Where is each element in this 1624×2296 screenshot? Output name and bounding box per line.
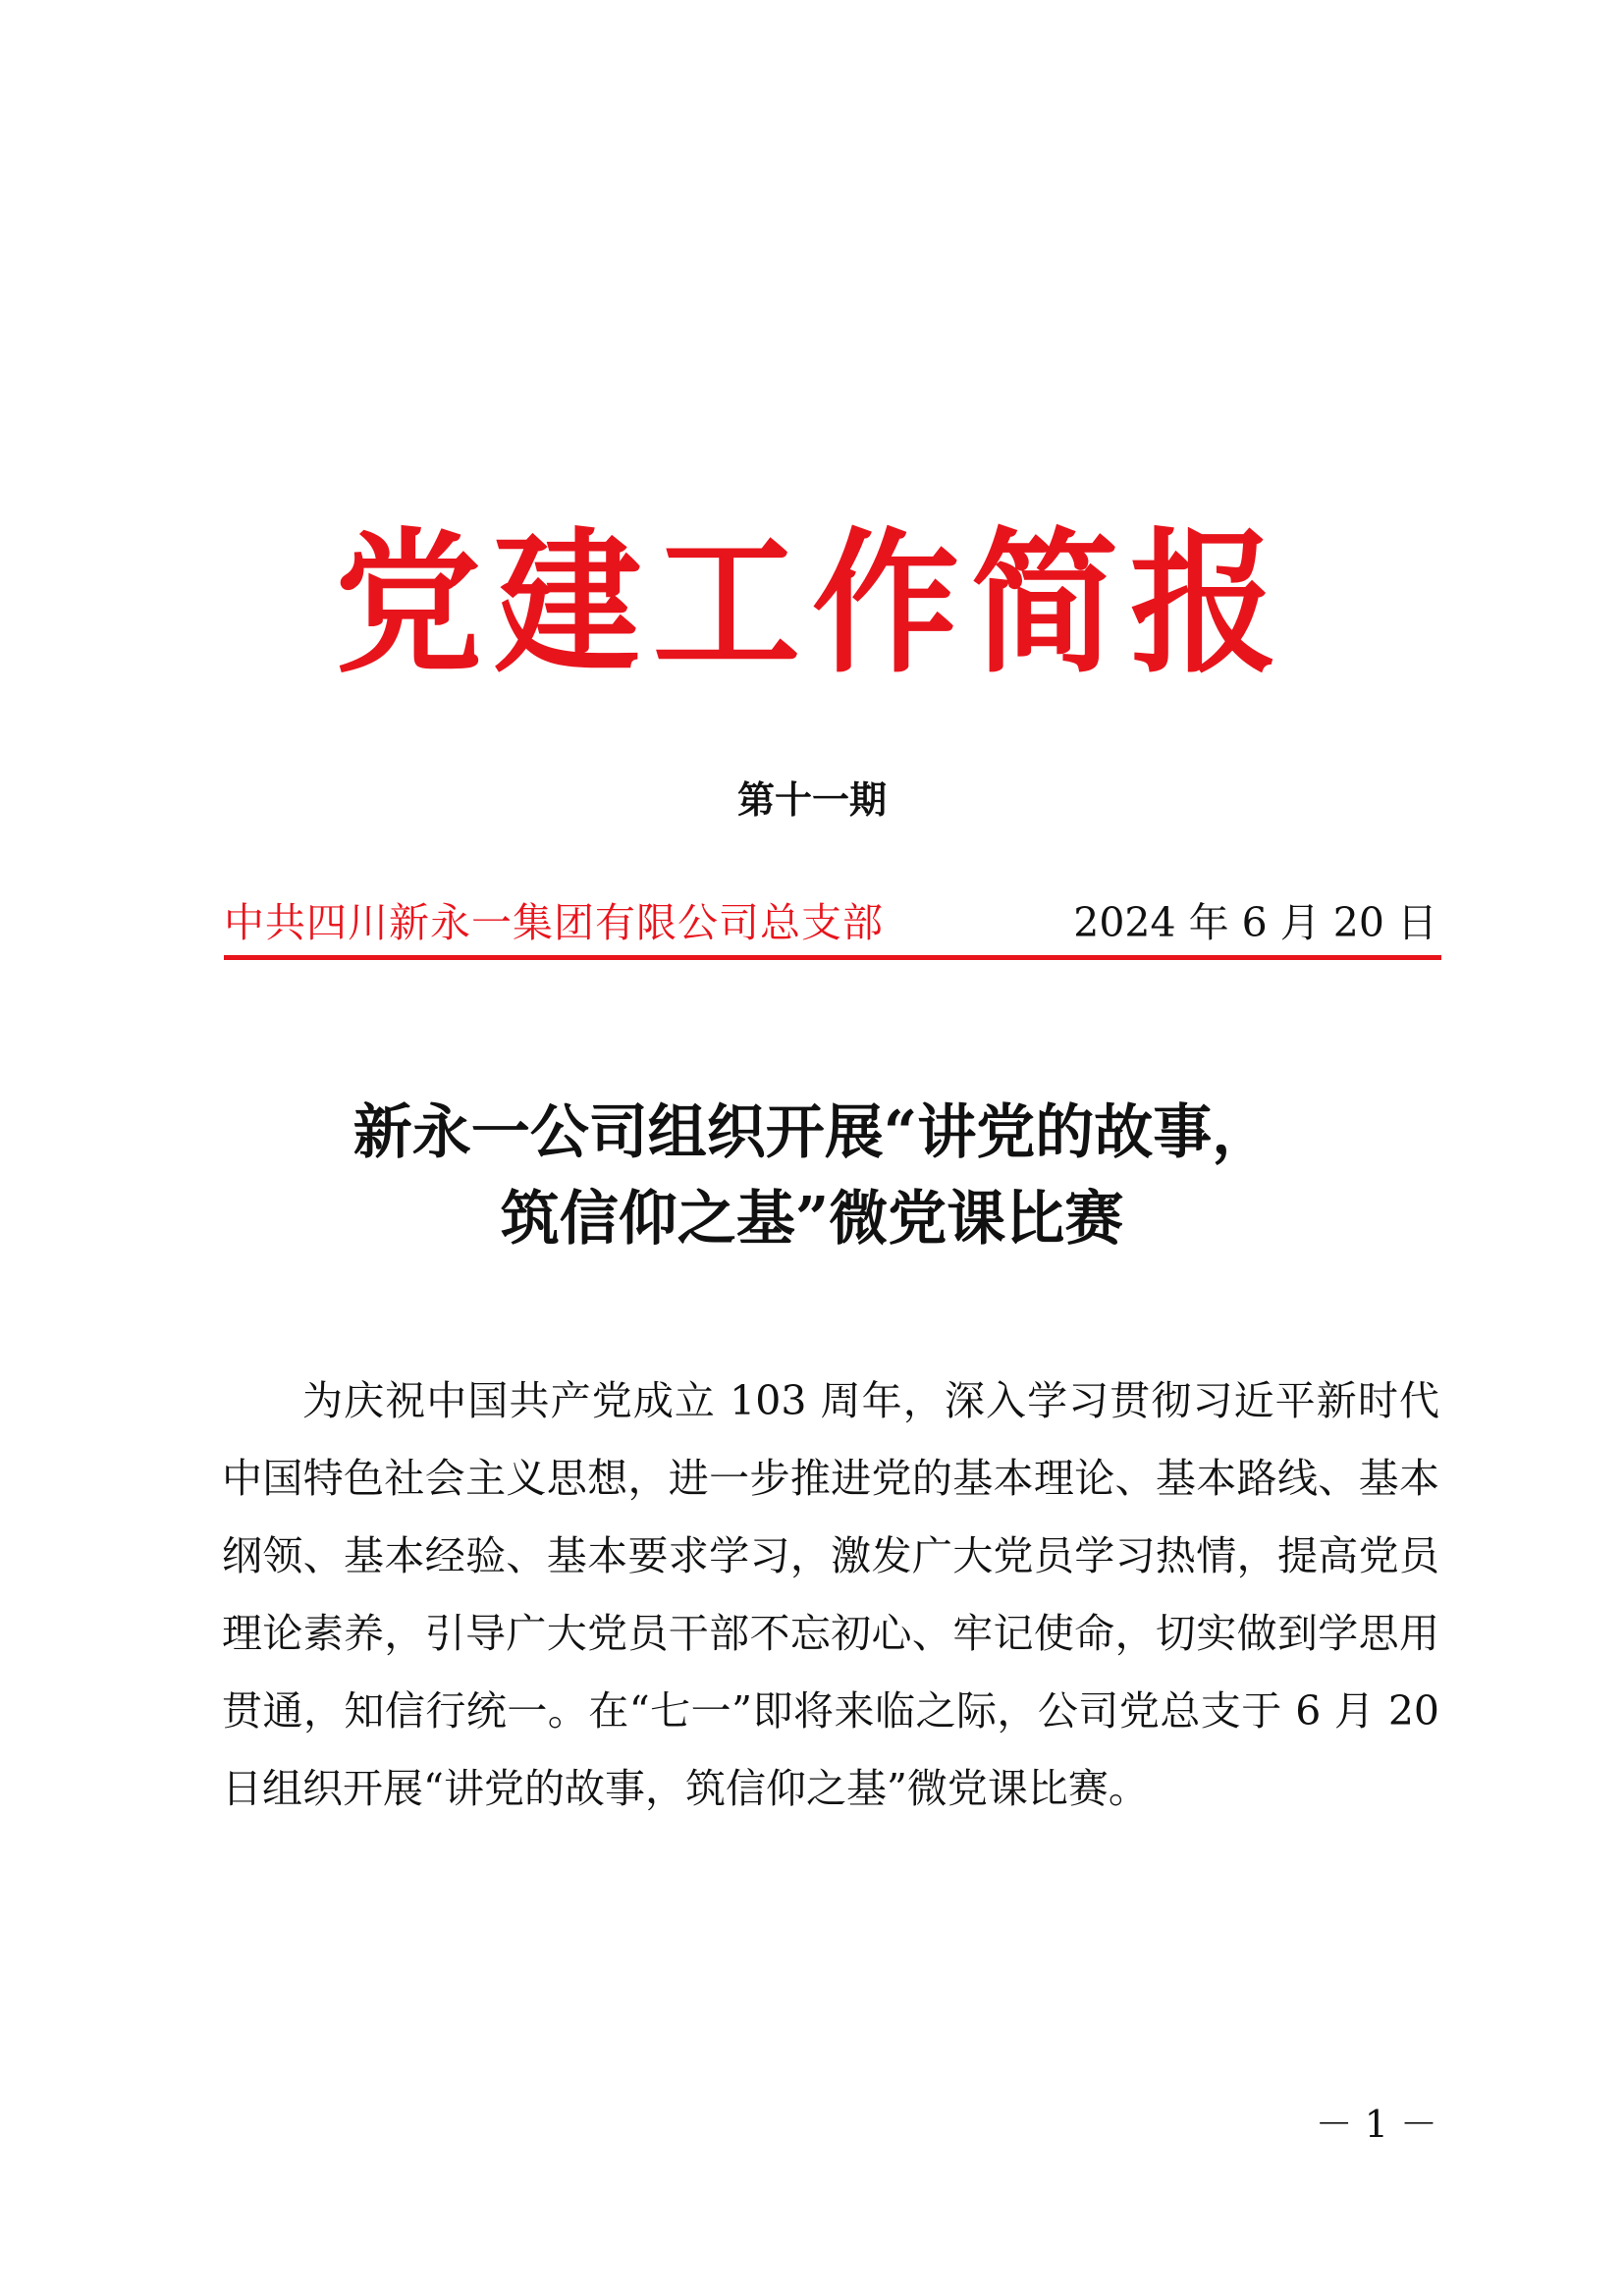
issue-date: 2024 年 6 月 20 日 [1073, 899, 1437, 946]
article-paragraph: 为庆祝中国共产党成立 103 周年，深入学习贯彻习近平新时代中国特色社会主义思想，进一步推进党的基本理论、基本路线、基本纲领、基本经验、基本要求学习，激发广大党员学习热情，提高党员理论素养，引导广大党员干部不忘初心、牢记使命，切实做到学思用贯通，知信行统一。在“七一”即将来临之际，公司党总支于 6 月 20 日组织开展“讲党的故事，筑信仰之基”微党课比赛。 [222, 1377, 1439, 1812]
article-title-line-1: 新永一公司组织开展“讲党的故事， [352, 1098, 1272, 1167]
issuing-organization: 中共四川新永一集团有限公司总支部 [224, 899, 884, 946]
page-number: － 1 － [1315, 2103, 1437, 2146]
article-title [0, 1090, 1624, 1262]
article-title-line-2: 筑信仰之基”微党课比赛 [500, 1185, 1124, 1254]
issue-number: 第十一期 [736, 777, 887, 822]
red-divider-line [224, 955, 1441, 960]
header-meta-row [224, 893, 1437, 952]
masthead-title: 党建工作简报 [334, 512, 1289, 695]
